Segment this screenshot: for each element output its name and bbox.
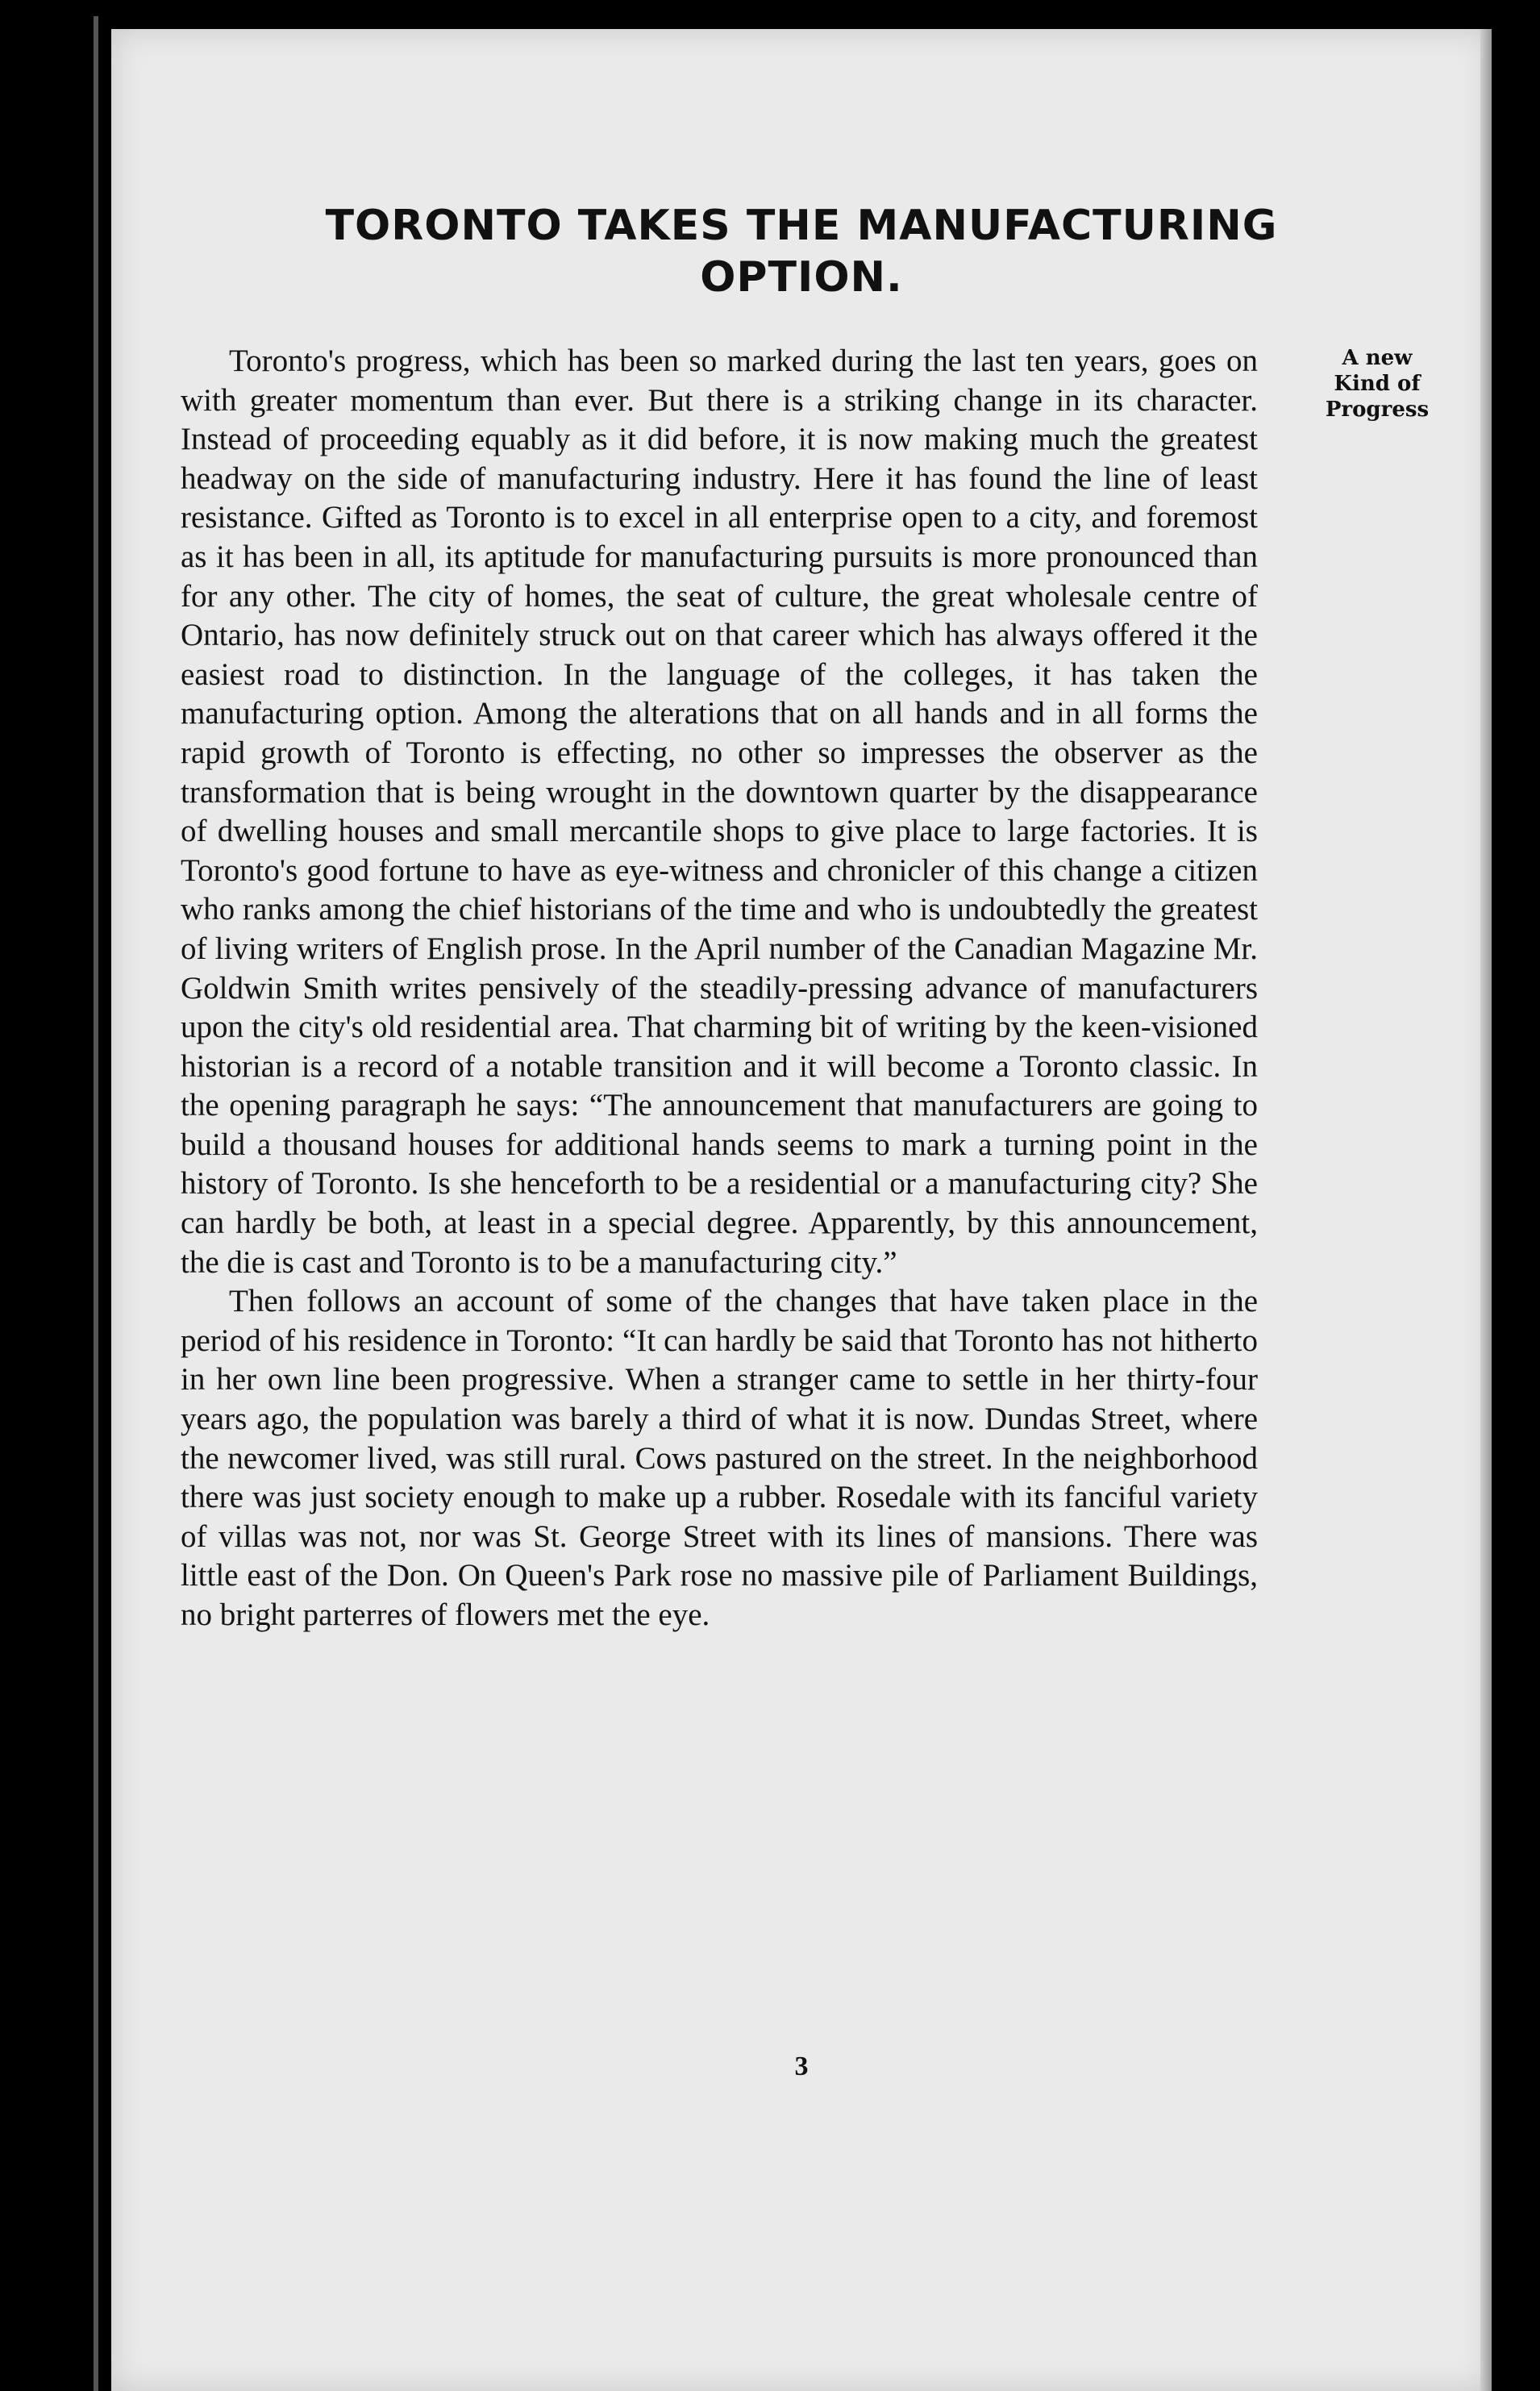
document-page: [111, 29, 1492, 2391]
title-line-1: TORONTO TAKES THE MANUFACTURING: [325, 202, 1278, 250]
book-spine: [94, 16, 98, 2391]
body-text: [181, 342, 1258, 1635]
paragraph: Then follows an account of some of the changes that have taken place in the period of his residence in Toronto: “It can hardly be said that Toronto has not hitherto in her own line been progressive. When a stranger came to settle in her thirty-four years ago, the population was barely a third of what it is now. Dundas Street, where the newcomer lived, was still rural. Cows pastured on the street. In the neighborhood there was just society enough to make up a rubber. Rosedale with its fanciful variety of villas was not, nor was St. George Street with its lines of mansions. There was little east of the Don. On Queen's Park rose no massive pile of Parliament Buildings, no bright parterres of flowers met the eye.: [181, 1284, 1258, 1632]
page-edge: [1480, 29, 1492, 2391]
margin-note-line: A new: [1342, 346, 1413, 370]
page-number: 3: [794, 2052, 809, 2081]
page-title: [111, 200, 1492, 303]
margin-note-line: Progress: [1325, 398, 1430, 422]
paragraph: Toronto's progress, which has been so marked during the last ten years, goes on with greater momentum than ever. But there is a striking change in its character. Instead of proceeding equably as it did before, it is now making much the greatest headway on the side of manufacturing industry. Here it has found the line of least resistance. Gifted as Toronto is to excel in all enterprise open to a city, and foremost as it has been in all, its aptitude for manufacturing pursuits is more pronounced than for any other. The city of homes, the seat of culture, the great wholesale centre of Ontario, has now definitely struck out on that career which has always offered it the easiest road to distinction. In the language of the colleges, it has taken the manufacturing option. Among the alterations that on all hands and in all forms the rapid growth of Toronto is effecting, no other so impresses the observer as the transformation that is being wrought in the downtown quarter by the disappearance of dwelling houses and small mercantile shops to give place to large factories. It is Toronto's good fortune to have as eye-witness and chronicler of this change a citizen who ranks among the chief historians of the time and who is undoubtedly the greatest of living writers of English prose. In the April number of the Canadian Magazine Mr. Goldwin Smith writes pensively of the steadily-pressing advance of manufacturers upon the city's old residential area. That charming bit of writing by the keen-visioned historian is a record of a notable transition and it will become a Toronto classic. In the opening paragraph he says: “The announcement that manufacturers are going to build a thousand houses for additional hands seems to mark a turning point in the history of Toronto. Is she henceforth to be a residential or a manufacturing city? She can hardly be both, at least in a special degree. Apparently, by this announcement, the die is cast and Toronto is to be a manufacturing city.”: [181, 344, 1258, 1280]
margin-note: [1297, 345, 1458, 423]
title-line-2: OPTION.: [700, 253, 903, 302]
margin-note-line: Kind of: [1334, 372, 1421, 396]
